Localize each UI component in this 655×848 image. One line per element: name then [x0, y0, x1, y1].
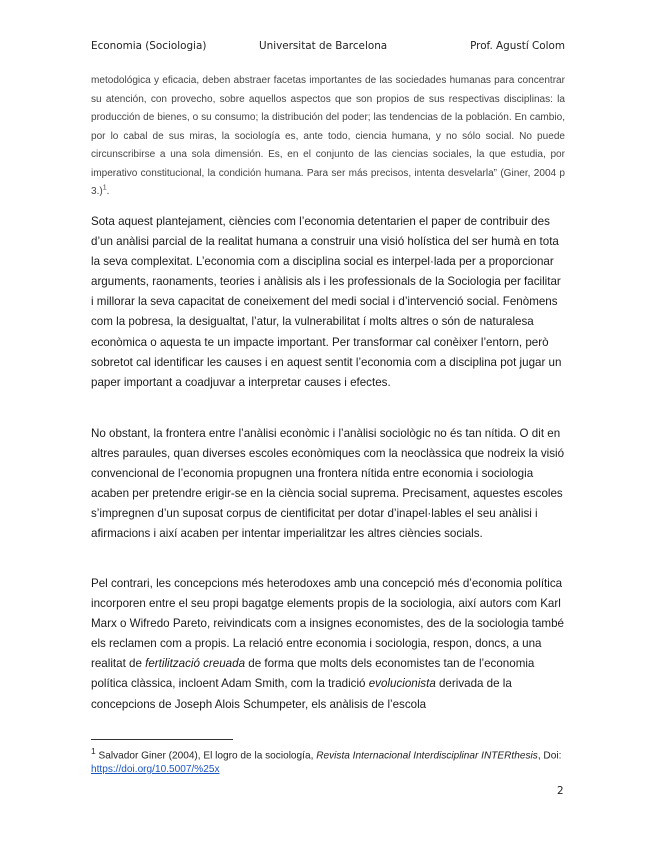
footnote-divider: [91, 739, 233, 740]
quote-end: .: [106, 186, 110, 197]
paragraph-3-text-c: derivada de la concepcions de Joseph Alois Schumpeter, els anàlisis de l’escola: [91, 677, 512, 711]
paragraph-3-text-b: de forma que molts dels economistes tan de l’economia política clàssica, incloent Adam Smith, com la tradició: [91, 657, 535, 691]
paragraph-3-text-a: Pel contrari, les concepcions més heterodoxes amb una concepció més d’economia política incorporen entre el seu propi bagatge elements propis de la sociologia, així autors com Karl Marx o Wifredo Pareto, reivindicats com a insignes economistes, des de la sociologia també els reclamen com a propis. La relació entre economia i sociologia, respon, doncs, a una realitat de: [91, 577, 564, 671]
paragraph-3-emphasis-1: fertilització creuada: [145, 657, 246, 671]
block-quote: [91, 72, 565, 202]
footnote-text: Salvador Giner (2004), El logro de la sociología,: [95, 750, 317, 762]
footnote: [91, 745, 565, 776]
page-header: [91, 40, 565, 54]
footnote-journal: Revista Internacional Interdisciplinar INTERthesis: [316, 750, 538, 762]
paragraph-1: Sota aquest plantejament, ciències com l’economia detentarien el paper de contribuir des d’un anàlisi parcial de la realitat humana a construir una visió holística del ser humà en tota la seva complexitat. L’economia com a disciplina social es interpel·lada per a proporcionar arguments, raonaments, teories i anàlisis als i les professionals de la Sociologia per facilitar i millorar la seva capacitat de coneixement del medi social i d’intervenció social. Fenòmens com la pobresa, la desigualtat, l’atur, la vulnerabilitat í molts altres o són de naturalesa econòmica o aquesta te un impacte important. Per transformar cal conèixer l’entorn, però sobretot cal identificar les causes i en aquest sentit l’economia com a disciplina pot jugar un paper important a coadjuvar a interpretar causes i efectes.: [91, 215, 562, 389]
footnote-number: 1: [91, 746, 96, 756]
quote-text: metodológica y eficacia, deben abstraer facetas importantes de las sociedades humanas para concentrar su atención, con provecho, sobre aquellos aspectos que son propios de sus respectivas disciplinas: la producción de bienes, o su consumo; la distribución del poder; las tendencias de la población. En cambio, por lo cabal de sus miras, la sociología es, ante todo, ciencia humana, y no sólo social. No puede circunscribirse a una sola dimensión. Es, en el conjunto de las ciencias sociales, la que estudia, por imperativo constitucional, la condición humana. Para ser más precisos, intenta desvelarla” (Giner, 2004 p 3.): [91, 75, 565, 197]
page-number: 2: [557, 785, 564, 797]
footnote-reference[interactable]: 1: [102, 184, 107, 192]
paragraph-3: [91, 574, 565, 715]
footnote-doi-label: , Doi:: [537, 750, 562, 762]
header-university: Universitat de Barcelona: [259, 40, 388, 52]
header-professor: Prof. Agustí Colom: [470, 40, 565, 52]
paragraph-3-emphasis-2: evolucionista: [368, 677, 436, 691]
paragraph-2: No obstant, la frontera entre l’anàlisi econòmic i l’anàlisi sociològic no és tan nítida. O dit en altres paraules, quan diverses escoles econòmiques com la neoclàssica que nodreix la visió convencional de l’economia propugnen una frontera nítida entre economia i sociologia acaben per pretendre erigir-se en la ciència social suprema. Precisament, aquestes escoles s’impregnen d’un suposat corpus de cientificitat per dotar d’inapel·lables el seu anàlisi i afirmacions i així acaben per intentar imperialitzar les altres ciències socials.: [91, 427, 565, 541]
footnote-doi-link[interactable]: https://doi.org/10.5007/%25x: [91, 763, 220, 775]
header-course: Economia (Sociologia): [91, 40, 207, 52]
